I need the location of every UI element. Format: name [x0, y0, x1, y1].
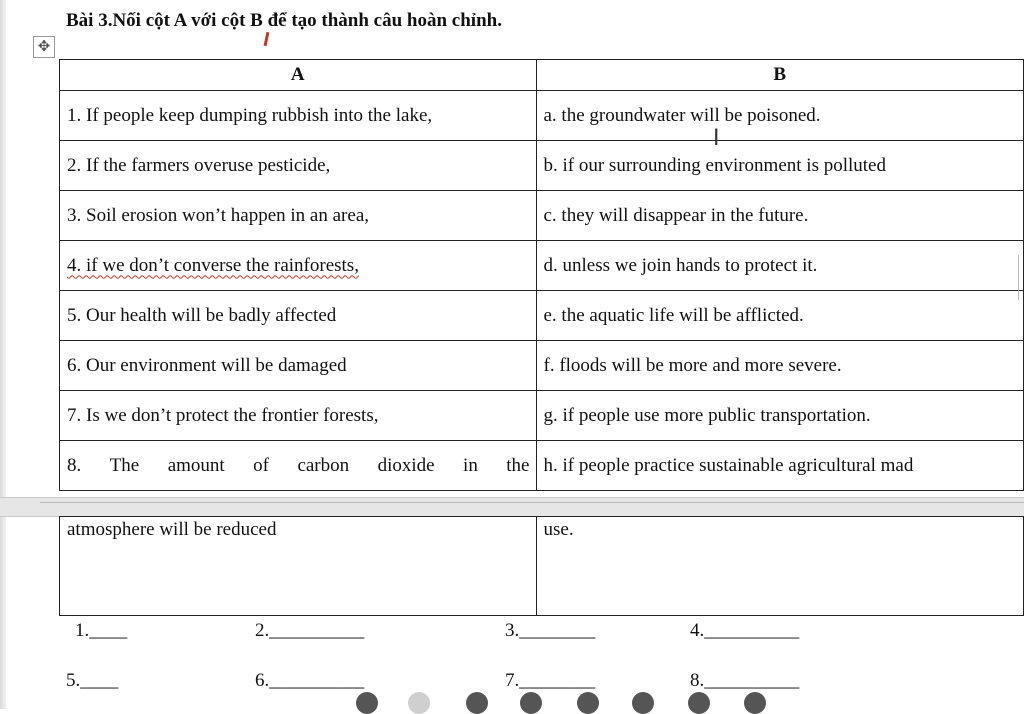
answer-blank[interactable]: __________	[269, 670, 365, 691]
title-prefix: Bài 3.	[66, 10, 113, 31]
cell-b[interactable]: h. if people practice sustainable agricultural mad	[536, 441, 1024, 491]
red-caret-mark	[264, 32, 270, 46]
table-row	[60, 291, 1024, 341]
cell-a[interactable]: 5. Our health will be badly affected	[60, 291, 537, 341]
column-a-header: A	[60, 60, 537, 91]
cell-a[interactable]: 3. Soil erosion won’t happen in an area,	[60, 191, 537, 241]
table-row	[60, 391, 1024, 441]
answer-8[interactable]	[690, 670, 799, 692]
answer-5[interactable]	[66, 670, 118, 692]
row8-justified-text	[67, 455, 536, 477]
word: The	[109, 454, 140, 476]
cell-b[interactable]: g. if people use more public transportation.	[536, 391, 1024, 441]
exercise-title	[66, 10, 502, 32]
cell-b[interactable]: use.	[536, 517, 1023, 616]
word: of	[253, 454, 269, 476]
answer-1[interactable]	[75, 620, 127, 642]
video-progress-dots	[0, 690, 1024, 709]
answer-blank[interactable]: ____	[89, 620, 128, 641]
answer-label: 5.	[66, 670, 81, 691]
word: carbon	[297, 454, 350, 476]
text-cursor-icon: I	[713, 126, 720, 151]
page-edge	[0, 0, 6, 709]
answer-2[interactable]	[255, 620, 364, 642]
answer-label: 7.	[505, 670, 520, 691]
answer-label: 1.	[75, 620, 90, 641]
answer-7[interactable]	[505, 670, 595, 692]
page-break	[0, 497, 1024, 517]
table-row	[60, 441, 1024, 491]
table-row	[60, 141, 1024, 191]
progress-dot	[466, 692, 488, 714]
cell-a[interactable]: 1. If people keep dumping rubbish into the lake,	[60, 91, 537, 141]
progress-dot	[408, 692, 430, 714]
answer-3[interactable]	[505, 620, 595, 642]
answer-6[interactable]	[255, 670, 364, 692]
progress-dot	[520, 692, 542, 714]
cell-b[interactable]: b. if our surrounding environment is polluted	[536, 141, 1024, 191]
column-b-header: B	[536, 60, 1024, 91]
margin-marker	[1018, 255, 1024, 300]
table-row	[60, 241, 1024, 291]
move-arrows-icon[interactable]: ✥	[33, 36, 55, 58]
answer-blank[interactable]: ____	[80, 670, 119, 691]
table-row	[60, 341, 1024, 391]
answer-blank[interactable]: ________	[519, 620, 596, 641]
progress-dot	[577, 692, 599, 714]
answer-blank[interactable]: __________	[269, 620, 365, 641]
table-row	[60, 191, 1024, 241]
answer-label: 3.	[505, 620, 520, 641]
answer-label: 2.	[255, 620, 270, 641]
matching-table	[59, 59, 1024, 491]
word: dioxide	[377, 454, 435, 476]
cell-a[interactable]: 2. If the farmers overuse pesticide,	[60, 141, 537, 191]
cell-a[interactable]: atmosphere will be reduced	[60, 517, 537, 616]
answer-label: 4.	[690, 620, 705, 641]
word: 8.	[67, 454, 82, 476]
answer-blank[interactable]: __________	[704, 670, 800, 691]
cell-a[interactable]	[60, 441, 537, 491]
table-row	[60, 517, 1024, 616]
cell-a[interactable]: 6. Our environment will be damaged	[60, 341, 537, 391]
progress-dot	[632, 692, 654, 714]
title-text: Nối cột A với cột B để tạo thành câu hoàn chỉnh.	[112, 10, 502, 31]
word: amount	[167, 454, 225, 476]
progress-dot	[744, 692, 766, 714]
answer-blank[interactable]: __________	[704, 620, 800, 641]
cell-b[interactable]: d. unless we join hands to protect it.	[536, 241, 1024, 291]
cell-a[interactable]: 7. Is we don’t protect the frontier forests,	[60, 391, 537, 441]
matching-table-continuation	[59, 516, 1024, 616]
cell-b[interactable]: c. they will disappear in the future.	[536, 191, 1024, 241]
table-header-row	[60, 60, 1024, 91]
progress-dot	[356, 692, 378, 714]
table-row	[60, 91, 1024, 141]
cell-b[interactable]: f. floods will be more and more severe.	[536, 341, 1024, 391]
word: the	[506, 454, 530, 476]
cell-a-text: 4. if we don’t converse the rainforests,	[67, 254, 359, 276]
word: in	[463, 454, 478, 476]
answer-label: 6.	[255, 670, 270, 691]
cell-a[interactable]	[60, 241, 537, 291]
progress-dot	[688, 692, 710, 714]
cell-b[interactable]: e. the aquatic life will be afflicted.	[536, 291, 1024, 341]
cell-b[interactable]: a. the groundwater will be poisoned.	[536, 91, 1024, 141]
answer-4[interactable]	[690, 620, 799, 642]
answer-blank[interactable]: ________	[519, 670, 596, 691]
answer-label: 8.	[690, 670, 705, 691]
